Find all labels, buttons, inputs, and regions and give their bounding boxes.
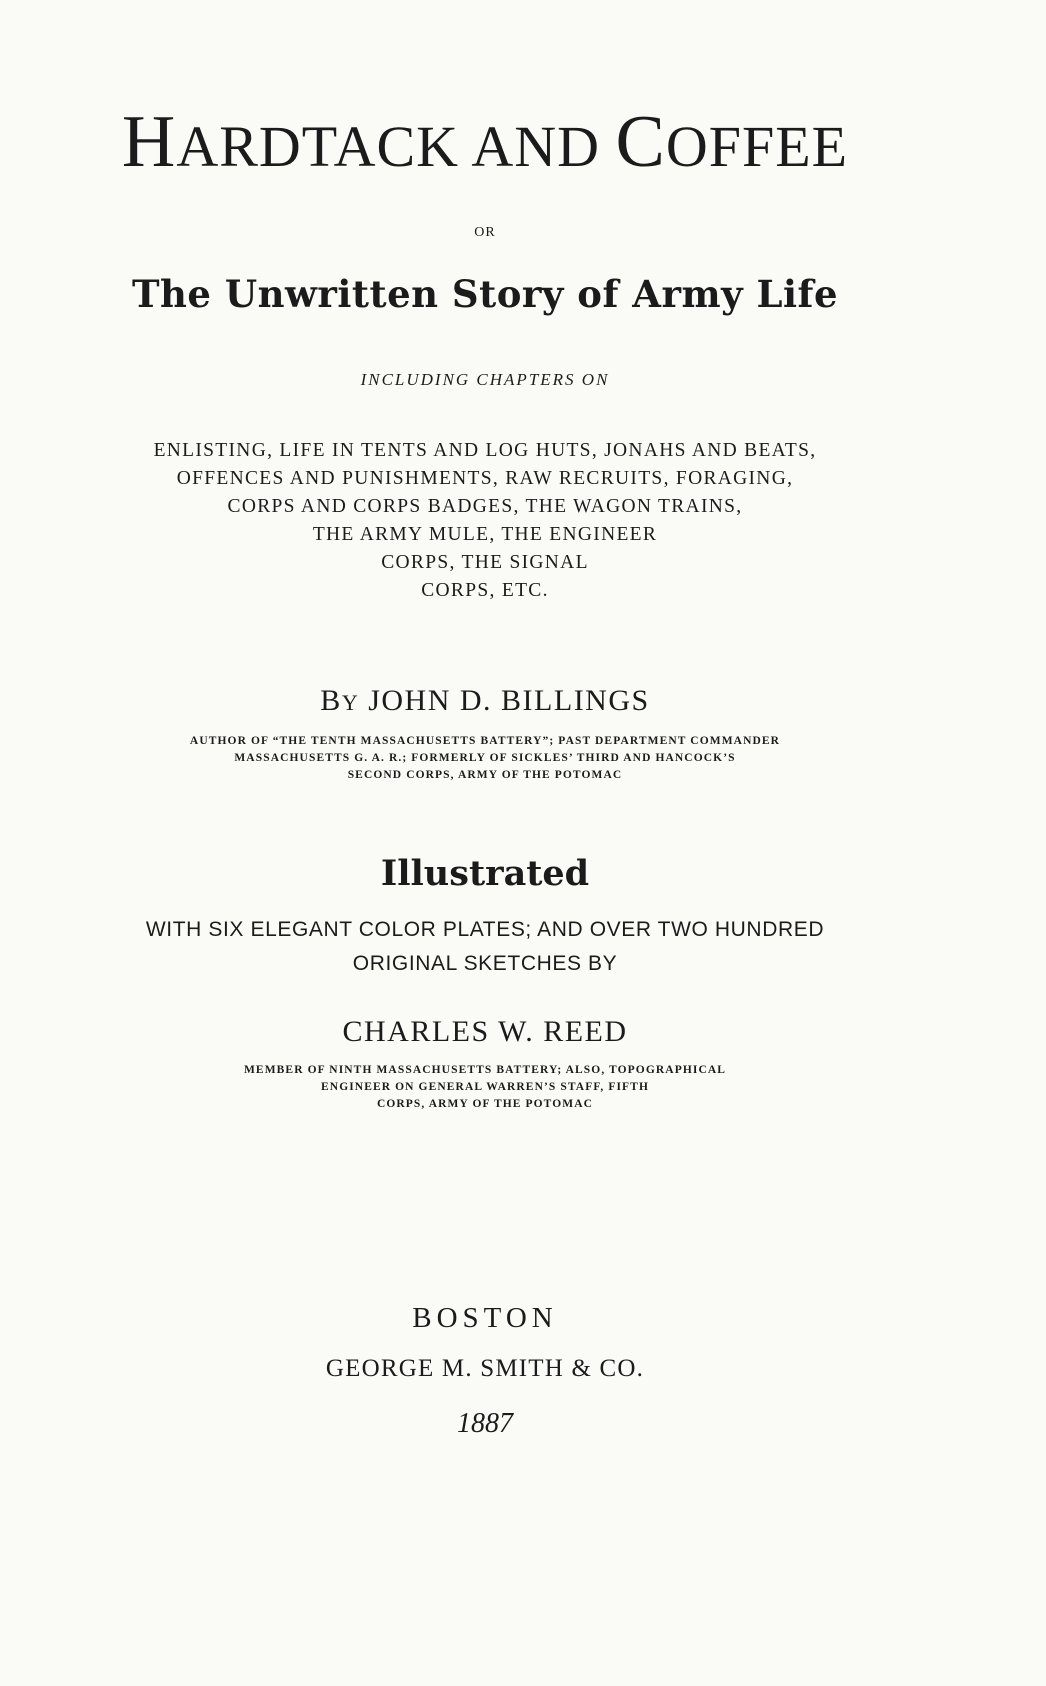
chapter-line: CORPS, ETC.	[421, 580, 549, 601]
author-description-line: AUTHOR OF “THE TENTH MASSACHUSETTS BATTERY”; PAST DEPARTMENT COMMANDER	[189, 735, 781, 747]
title-initial-c: C	[615, 101, 666, 183]
chapter-line: OFFENCES AND PUNISHMENTS, RAW RECRUITS, FORAGING,	[176, 468, 794, 489]
imprint-year: 1887	[457, 1408, 513, 1439]
plates-description	[0, 913, 970, 981]
or-connector: OR	[474, 225, 496, 240]
plates-line: ORIGINAL SKETCHES BY	[352, 952, 618, 975]
illustrator-name: CHARLES W. REED	[342, 1015, 628, 1048]
author-description	[0, 733, 970, 784]
illustrator-description-line: ENGINEER ON GENERAL WARREN’S STAFF, FIFTH	[321, 1081, 649, 1093]
including-chapters-label: INCLUDING CHAPTERS ON	[360, 370, 610, 389]
illustrated-heading: Illustrated	[380, 853, 590, 894]
author-name: JOHN D. BILLINGS	[368, 684, 650, 717]
by-initial: B	[320, 684, 342, 717]
title-initial-h: H	[121, 101, 177, 183]
by-rest: Y	[341, 690, 360, 715]
author-description-line: SECOND CORPS, ARMY OF THE POTOMAC	[347, 769, 623, 781]
chapter-line: CORPS, THE SIGNAL	[381, 552, 589, 573]
author-description-line: MASSACHUSETTS G. A. R.; FORMERLY OF SICKLES’ THIRD AND HANCOCK’S	[234, 752, 736, 764]
illustrator-description-line: MEMBER OF NINTH MASSACHUSETTS BATTERY; ALSO, TOPOGRAPHICAL	[243, 1064, 727, 1076]
title-word-1: ARDTACK AND	[176, 114, 616, 179]
illustrator-description	[0, 1062, 970, 1113]
title-word-2: OFFEE	[665, 114, 849, 179]
author-line	[0, 684, 970, 718]
imprint-publisher: GEORGE M. SMITH & CO.	[325, 1355, 645, 1382]
book-title	[0, 102, 970, 183]
book-subtitle: The Unwritten Story of Army Life	[131, 272, 839, 316]
chapter-line: CORPS AND CORPS BADGES, THE WAGON TRAINS,	[227, 496, 743, 517]
chapter-list	[0, 437, 970, 605]
imprint-city: BOSTON	[412, 1302, 558, 1334]
plates-line: WITH SIX ELEGANT COLOR PLATES; AND OVER TWO HUNDRED	[145, 918, 825, 941]
chapter-line: THE ARMY MULE, THE ENGINEER	[312, 524, 658, 545]
chapter-line: ENLISTING, LIFE IN TENTS AND LOG HUTS, JONAHS AND BEATS,	[153, 440, 817, 461]
illustrator-description-line: CORPS, ARMY OF THE POTOMAC	[376, 1098, 594, 1110]
